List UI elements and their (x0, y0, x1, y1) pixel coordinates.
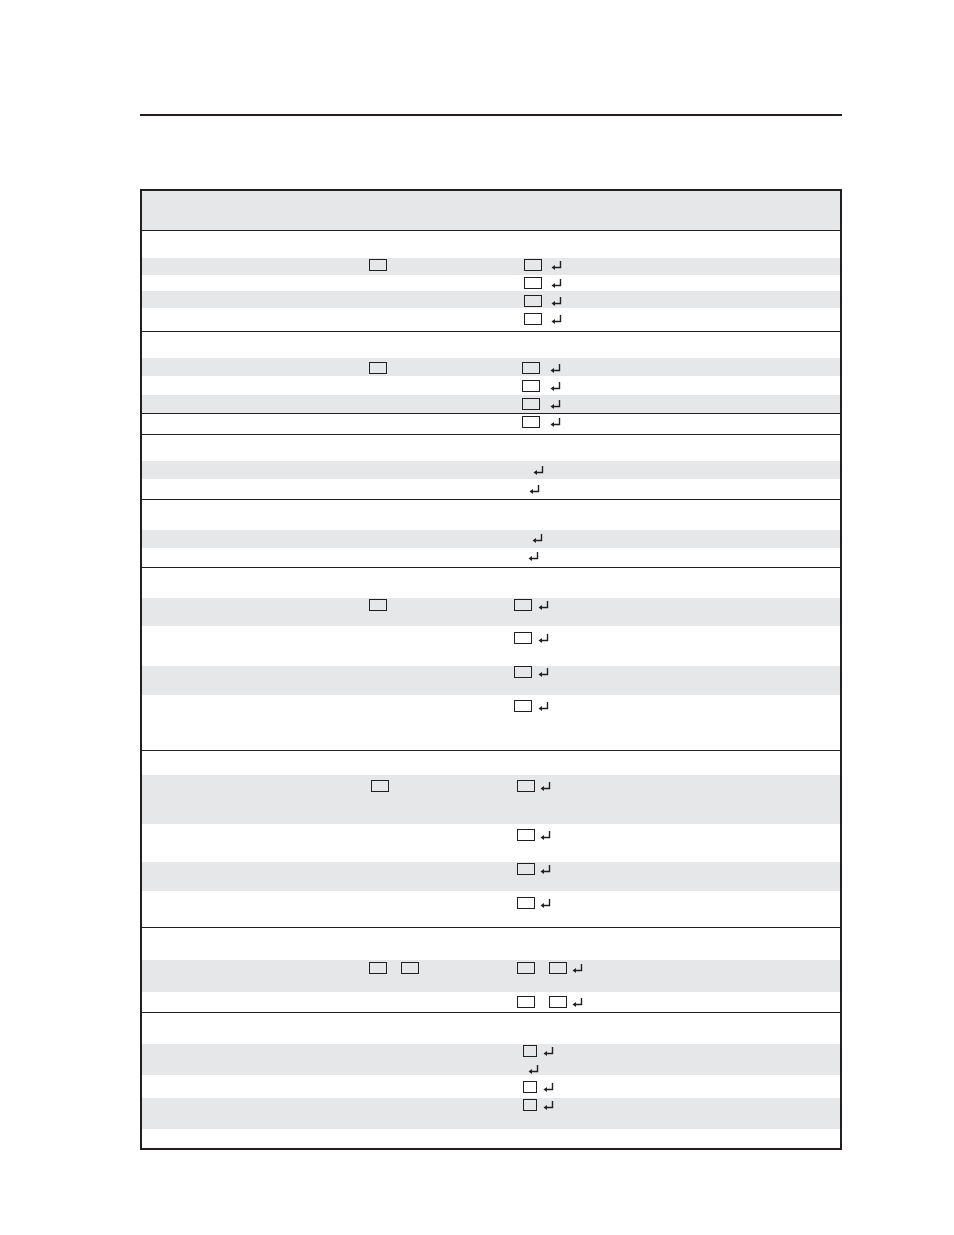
variable-placeholder-box (371, 780, 389, 792)
command-table (140, 189, 842, 1150)
variable-placeholder-box (514, 700, 532, 712)
group-divider (142, 1012, 840, 1013)
group-divider (142, 413, 840, 414)
return-key-icon (550, 381, 561, 393)
table-row-band (142, 862, 840, 891)
return-key-icon (533, 465, 544, 477)
variable-placeholder-box (549, 996, 567, 1008)
variable-placeholder-box (522, 380, 540, 392)
variable-placeholder-box (523, 1081, 537, 1093)
table-row-band (142, 1044, 840, 1075)
variable-placeholder-box (517, 897, 535, 909)
variable-placeholder-box (517, 962, 535, 974)
table-row-band (142, 461, 840, 479)
return-key-icon (551, 278, 562, 290)
table-row-band (142, 358, 840, 376)
variable-placeholder-box (517, 996, 535, 1008)
table-row-band (142, 530, 840, 548)
return-key-icon (551, 296, 562, 308)
table-row-band (142, 775, 840, 824)
return-key-icon (540, 898, 551, 910)
variable-placeholder-box (524, 277, 542, 289)
return-key-icon (543, 1082, 554, 1094)
return-key-icon (551, 260, 562, 272)
return-key-icon (551, 314, 562, 326)
return-key-icon (543, 1046, 554, 1058)
variable-placeholder-box (514, 632, 532, 644)
variable-placeholder-box (549, 962, 567, 974)
table-header (142, 191, 840, 231)
table-row-band (142, 666, 840, 695)
group-divider (142, 750, 840, 751)
table-row-band (142, 960, 840, 992)
group-divider (142, 927, 840, 928)
return-key-icon (540, 781, 551, 793)
variable-placeholder-box (369, 259, 387, 271)
return-key-icon (540, 830, 551, 842)
return-key-icon (538, 667, 549, 679)
group-divider (142, 567, 840, 568)
variable-placeholder-box (369, 962, 387, 974)
return-key-icon (538, 701, 549, 713)
return-key-icon (529, 484, 540, 496)
return-key-icon (538, 633, 549, 645)
variable-placeholder-box (369, 362, 387, 374)
return-key-icon (543, 1100, 554, 1112)
variable-placeholder-box (517, 780, 535, 792)
variable-placeholder-box (517, 829, 535, 841)
variable-placeholder-box (514, 599, 532, 611)
variable-placeholder-box (514, 666, 532, 678)
group-divider (142, 499, 840, 500)
header-rule (140, 114, 842, 116)
table-row-band (142, 291, 840, 308)
variable-placeholder-box (524, 313, 542, 325)
table-row-band (142, 598, 840, 626)
return-key-icon (550, 363, 561, 375)
return-key-icon (528, 1064, 539, 1076)
table-row-band (142, 395, 840, 413)
return-key-icon (528, 551, 539, 563)
variable-placeholder-box (401, 962, 419, 974)
variable-placeholder-box (524, 295, 542, 307)
variable-placeholder-box (523, 1045, 537, 1057)
table-row-band (142, 258, 840, 275)
variable-placeholder-box (517, 863, 535, 875)
return-key-icon (572, 997, 583, 1009)
return-key-icon (572, 963, 583, 975)
return-key-icon (540, 864, 551, 876)
variable-placeholder-box (522, 416, 540, 428)
return-key-icon (532, 533, 543, 545)
return-key-icon (550, 417, 561, 429)
group-divider (142, 434, 840, 435)
variable-placeholder-box (524, 259, 542, 271)
variable-placeholder-box (522, 398, 540, 410)
group-divider (142, 331, 840, 332)
variable-placeholder-box (522, 362, 540, 374)
return-key-icon (550, 399, 561, 411)
variable-placeholder-box (523, 1099, 537, 1111)
variable-placeholder-box (369, 599, 387, 611)
table-row-band (142, 1098, 840, 1129)
return-key-icon (538, 600, 549, 612)
